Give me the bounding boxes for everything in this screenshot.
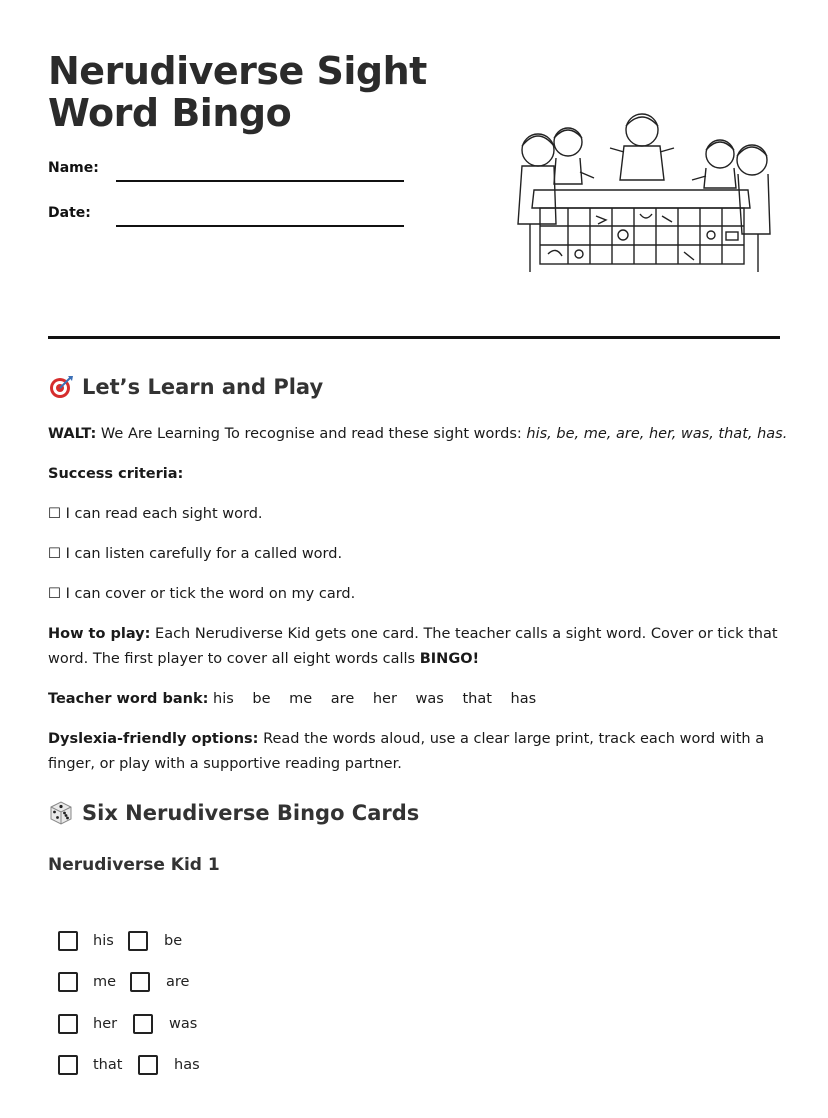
word-bank-word: was xyxy=(415,691,444,707)
section-heading-learn-play xyxy=(48,374,323,400)
how-to-play-paragraph xyxy=(48,622,788,672)
criteria-item[interactable]: ☐ I can read each sight word. xyxy=(48,506,263,522)
word-bank-word: are xyxy=(330,691,355,707)
bingo-card-row xyxy=(58,962,200,1004)
bingo-word: her xyxy=(93,1015,118,1032)
date-label: Date: xyxy=(48,205,91,221)
walt-text: We Are Learning To recognise and read these sight words: xyxy=(100,426,522,442)
bingo-card-row xyxy=(58,1045,200,1087)
word-bank-word: me xyxy=(289,691,313,707)
checkbox[interactable] xyxy=(133,1014,153,1034)
bingo-word: are xyxy=(166,974,190,991)
walt-words: his, be, me, are, her, was, that, has. xyxy=(526,426,788,442)
checkbox[interactable] xyxy=(130,972,150,992)
teacher-word-bank xyxy=(48,687,788,712)
checkbox[interactable] xyxy=(128,931,148,951)
how-to-play-label: How to play: xyxy=(48,626,151,642)
checkbox[interactable] xyxy=(138,1055,158,1075)
name-label: Name: xyxy=(48,160,99,176)
word-bank-word: has xyxy=(510,691,537,707)
bingo-word: his xyxy=(93,932,114,949)
dyslexia-options-paragraph xyxy=(48,727,788,777)
how-to-play-text: Each Nerudiverse Kid gets one card. The teacher calls a sight word. Cover or tick that word. The first player to cover all eight words calls xyxy=(48,626,778,667)
word-bank-word: that xyxy=(462,691,492,707)
section-heading-text: Six Nerudiverse Bingo Cards xyxy=(82,801,420,825)
dyslexia-text: Read the words aloud, use a clear large print, track each word with a finger, or play with a supportive reading partner. xyxy=(48,731,765,772)
dice-icon xyxy=(48,800,74,826)
word-bank-word: be xyxy=(252,691,271,707)
bingo-word: was xyxy=(169,1015,198,1032)
bingo-text: BINGO! xyxy=(419,651,480,667)
walt-label: WALT: xyxy=(48,426,97,442)
checkbox[interactable] xyxy=(58,931,78,951)
bingo-word: that xyxy=(93,1057,123,1074)
card-title: Nerudiverse Kid 1 xyxy=(48,855,220,875)
dyslexia-label: Dyslexia-friendly options: xyxy=(48,731,259,747)
section-heading-bingo-cards xyxy=(48,800,419,826)
dart-target-icon xyxy=(48,374,74,400)
bingo-card-row xyxy=(58,1003,200,1045)
word-bank-label: Teacher word bank: xyxy=(48,691,209,707)
success-label-text: Success criteria: xyxy=(48,466,184,482)
bingo-card-row xyxy=(58,920,200,962)
bingo-word: me xyxy=(93,974,117,991)
criteria-item[interactable]: ☐ I can cover or tick the word on my card. xyxy=(48,586,356,602)
page-title: Nerudiverse Sight Word Bingo xyxy=(48,49,427,135)
success-criteria-label xyxy=(48,462,788,487)
walt-paragraph xyxy=(48,422,788,447)
word-bank-word: his xyxy=(213,691,234,707)
date-line[interactable] xyxy=(116,225,404,227)
section-heading-text: Let’s Learn and Play xyxy=(82,375,324,399)
bingo-word: has xyxy=(174,1057,200,1074)
children-playing-bingo-illustration xyxy=(512,104,776,276)
bingo-word: be xyxy=(164,932,183,949)
word-bank-word: her xyxy=(372,691,397,707)
section-divider xyxy=(48,336,780,339)
checkbox[interactable] xyxy=(58,1055,78,1075)
checkbox[interactable] xyxy=(58,1014,78,1034)
criteria-item[interactable]: ☐ I can listen carefully for a called word. xyxy=(48,546,343,562)
bingo-card xyxy=(58,920,200,1086)
name-line[interactable] xyxy=(116,180,404,182)
checkbox[interactable] xyxy=(58,972,78,992)
